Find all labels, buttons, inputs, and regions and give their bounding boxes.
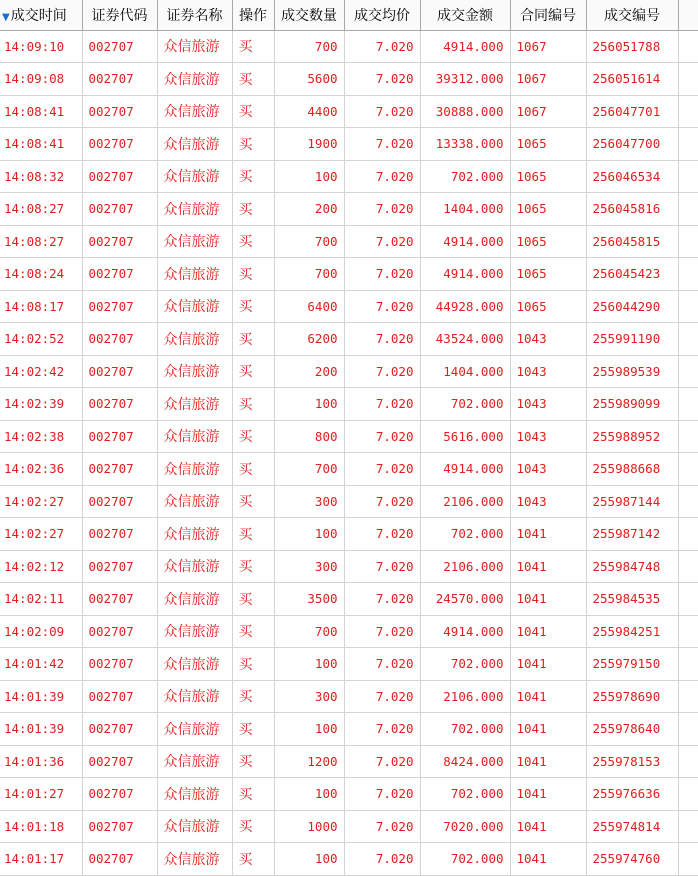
cell-amount: 702.000 [420,843,510,876]
cell-filler [678,745,698,778]
cell-amount: 2106.000 [420,485,510,518]
cell-trade-no: 256051614 [586,63,678,96]
cell-contract-no: 1043 [510,485,586,518]
cell-name: 众信旅游 [157,648,232,681]
cell-time: 14:02:27 [0,485,82,518]
cell-time: 14:02:52 [0,323,82,356]
cell-code: 002707 [82,843,157,876]
cell-code: 002707 [82,615,157,648]
cell-trade-no: 255987144 [586,485,678,518]
table-row[interactable] [0,583,698,616]
cell-time: 14:02:27 [0,518,82,551]
cell-time: 14:09:10 [0,30,82,63]
cell-action: 买 [232,810,274,843]
cell-quantity: 800 [274,420,344,453]
cell-filler [678,843,698,876]
cell-avg-price: 7.020 [344,550,420,583]
table-row[interactable] [0,225,698,258]
cell-time: 14:01:27 [0,778,82,811]
cell-amount: 13338.000 [420,128,510,161]
table-row[interactable] [0,128,698,161]
cell-name: 众信旅游 [157,290,232,323]
cell-trade-no: 255984535 [586,583,678,616]
cell-contract-no: 1041 [510,583,586,616]
cell-trade-no: 255978690 [586,680,678,713]
cell-code: 002707 [82,193,157,226]
cell-time: 14:08:27 [0,193,82,226]
cell-quantity: 300 [274,550,344,583]
cell-contract-no: 1065 [510,160,586,193]
cell-contract-no: 1041 [510,648,586,681]
cell-code: 002707 [82,648,157,681]
cell-quantity: 700 [274,615,344,648]
cell-amount: 4914.000 [420,30,510,63]
cell-trade-no: 255989539 [586,355,678,388]
cell-filler [678,193,698,226]
cell-amount: 702.000 [420,648,510,681]
cell-amount: 2106.000 [420,680,510,713]
cell-action: 买 [232,95,274,128]
cell-quantity: 6400 [274,290,344,323]
cell-name: 众信旅游 [157,778,232,811]
cell-action: 买 [232,550,274,583]
cell-time: 14:01:36 [0,745,82,778]
cell-name: 众信旅游 [157,453,232,486]
cell-action: 买 [232,745,274,778]
cell-contract-no: 1043 [510,323,586,356]
cell-trade-no: 255991190 [586,323,678,356]
cell-quantity: 100 [274,160,344,193]
cell-filler [678,420,698,453]
col-header-code[interactable]: 证券代码 [82,0,157,30]
col-header-name[interactable]: 证券名称 [157,0,232,30]
cell-filler [678,810,698,843]
cell-filler [678,290,698,323]
cell-avg-price: 7.020 [344,258,420,291]
cell-time: 14:08:17 [0,290,82,323]
cell-name: 众信旅游 [157,95,232,128]
col-header-action[interactable]: 操作 [232,0,274,30]
cell-time: 14:08:27 [0,225,82,258]
cell-trade-no: 256047700 [586,128,678,161]
cell-avg-price: 7.020 [344,420,420,453]
cell-trade-no: 256045816 [586,193,678,226]
cell-avg-price: 7.020 [344,485,420,518]
cell-avg-price: 7.020 [344,128,420,161]
cell-trade-no: 255974814 [586,810,678,843]
cell-amount: 39312.000 [420,63,510,96]
cell-code: 002707 [82,355,157,388]
cell-time: 14:08:41 [0,128,82,161]
table-row[interactable] [0,615,698,648]
cell-avg-price: 7.020 [344,290,420,323]
header-row [0,0,698,30]
cell-avg-price: 7.020 [344,30,420,63]
cell-filler [678,518,698,551]
cell-amount: 30888.000 [420,95,510,128]
table-row[interactable] [0,258,698,291]
cell-action: 买 [232,258,274,291]
cell-amount: 7020.000 [420,810,510,843]
cell-action: 买 [232,713,274,746]
cell-filler [678,583,698,616]
cell-trade-no: 255988668 [586,453,678,486]
cell-action: 买 [232,225,274,258]
cell-code: 002707 [82,290,157,323]
table-row[interactable] [0,95,698,128]
cell-quantity: 300 [274,485,344,518]
cell-code: 002707 [82,160,157,193]
table-row[interactable] [0,193,698,226]
cell-time: 14:02:39 [0,388,82,421]
cell-quantity: 100 [274,648,344,681]
cell-filler [678,323,698,356]
col-header-avg-price[interactable]: 成交均价 [344,0,420,30]
col-header-time[interactable]: ▼成交时间 [0,0,82,30]
cell-name: 众信旅游 [157,550,232,583]
cell-action: 买 [232,485,274,518]
cell-amount: 702.000 [420,713,510,746]
cell-name: 众信旅游 [157,388,232,421]
cell-avg-price: 7.020 [344,843,420,876]
cell-amount: 4914.000 [420,453,510,486]
cell-code: 002707 [82,713,157,746]
cell-filler [678,95,698,128]
cell-time: 14:01:18 [0,810,82,843]
cell-code: 002707 [82,778,157,811]
cell-trade-no: 255974760 [586,843,678,876]
cell-filler [678,453,698,486]
cell-action: 买 [232,453,274,486]
cell-action: 买 [232,615,274,648]
cell-code: 002707 [82,810,157,843]
cell-time: 14:01:17 [0,843,82,876]
table-row[interactable] [0,323,698,356]
cell-contract-no: 1065 [510,290,586,323]
cell-time: 14:02:09 [0,615,82,648]
cell-name: 众信旅游 [157,128,232,161]
cell-time: 14:01:42 [0,648,82,681]
cell-time: 14:02:36 [0,453,82,486]
cell-avg-price: 7.020 [344,193,420,226]
cell-time: 14:08:41 [0,95,82,128]
cell-name: 众信旅游 [157,420,232,453]
cell-avg-price: 7.020 [344,778,420,811]
cell-filler [678,648,698,681]
cell-contract-no: 1041 [510,680,586,713]
cell-trade-no: 255976636 [586,778,678,811]
cell-quantity: 700 [274,30,344,63]
cell-avg-price: 7.020 [344,583,420,616]
cell-code: 002707 [82,453,157,486]
cell-name: 众信旅游 [157,30,232,63]
cell-avg-price: 7.020 [344,63,420,96]
cell-trade-no: 255979150 [586,648,678,681]
cell-contract-no: 1041 [510,713,586,746]
cell-contract-no: 1041 [510,550,586,583]
cell-trade-no: 255987142 [586,518,678,551]
table-row[interactable] [0,680,698,713]
table-row[interactable] [0,745,698,778]
cell-name: 众信旅游 [157,810,232,843]
cell-amount: 702.000 [420,388,510,421]
cell-name: 众信旅游 [157,485,232,518]
cell-avg-price: 7.020 [344,680,420,713]
cell-code: 002707 [82,388,157,421]
cell-quantity: 100 [274,388,344,421]
cell-quantity: 200 [274,193,344,226]
cell-action: 买 [232,30,274,63]
cell-action: 买 [232,128,274,161]
table-row[interactable] [0,63,698,96]
cell-name: 众信旅游 [157,745,232,778]
cell-filler [678,160,698,193]
cell-trade-no: 255978153 [586,745,678,778]
cell-contract-no: 1067 [510,95,586,128]
cell-trade-no: 256045815 [586,225,678,258]
cell-name: 众信旅游 [157,583,232,616]
cell-trade-no: 256047701 [586,95,678,128]
cell-code: 002707 [82,680,157,713]
cell-avg-price: 7.020 [344,225,420,258]
cell-action: 买 [232,388,274,421]
cell-code: 002707 [82,518,157,551]
cell-contract-no: 1043 [510,453,586,486]
cell-quantity: 700 [274,453,344,486]
table-row[interactable] [0,648,698,681]
cell-time: 14:02:38 [0,420,82,453]
table-row[interactable] [0,485,698,518]
cell-contract-no: 1065 [510,193,586,226]
table-row[interactable] [0,160,698,193]
col-header-contract-no[interactable]: 合同编号 [510,0,586,30]
cell-trade-no: 255984251 [586,615,678,648]
cell-contract-no: 1041 [510,615,586,648]
cell-amount: 702.000 [420,160,510,193]
cell-quantity: 700 [274,258,344,291]
cell-name: 众信旅游 [157,680,232,713]
cell-action: 买 [232,518,274,551]
col-header-amount[interactable]: 成交金额 [420,0,510,30]
cell-code: 002707 [82,550,157,583]
cell-filler [678,550,698,583]
cell-avg-price: 7.020 [344,518,420,551]
table-row[interactable] [0,550,698,583]
cell-filler [678,713,698,746]
cell-avg-price: 7.020 [344,95,420,128]
cell-contract-no: 1041 [510,810,586,843]
table-row[interactable] [0,778,698,811]
cell-trade-no: 255984748 [586,550,678,583]
cell-code: 002707 [82,225,157,258]
cell-quantity: 4400 [274,95,344,128]
cell-contract-no: 1043 [510,420,586,453]
cell-contract-no: 1043 [510,355,586,388]
cell-filler [678,63,698,96]
table-row[interactable] [0,355,698,388]
table-body [0,30,698,875]
cell-quantity: 100 [274,518,344,551]
cell-filler [678,778,698,811]
cell-avg-price: 7.020 [344,355,420,388]
cell-time: 14:01:39 [0,680,82,713]
cell-contract-no: 1065 [510,128,586,161]
table-row[interactable] [0,30,698,63]
cell-quantity: 6200 [274,323,344,356]
cell-name: 众信旅游 [157,355,232,388]
cell-quantity: 5600 [274,63,344,96]
cell-avg-price: 7.020 [344,810,420,843]
cell-action: 买 [232,160,274,193]
cell-contract-no: 1065 [510,258,586,291]
cell-name: 众信旅游 [157,615,232,648]
col-header-quantity[interactable]: 成交数量 [274,0,344,30]
cell-name: 众信旅游 [157,225,232,258]
cell-amount: 43524.000 [420,323,510,356]
cell-quantity: 100 [274,843,344,876]
cell-trade-no: 255978640 [586,713,678,746]
cell-filler [678,485,698,518]
cell-filler [678,355,698,388]
cell-quantity: 200 [274,355,344,388]
col-header-trade-no[interactable]: 成交编号 [586,0,678,30]
cell-time: 14:02:42 [0,355,82,388]
cell-code: 002707 [82,745,157,778]
cell-time: 14:08:32 [0,160,82,193]
cell-name: 众信旅游 [157,193,232,226]
cell-action: 买 [232,323,274,356]
cell-action: 买 [232,648,274,681]
cell-amount: 1404.000 [420,355,510,388]
cell-code: 002707 [82,30,157,63]
sort-desc-icon: ▼ [2,11,10,23]
cell-code: 002707 [82,95,157,128]
cell-avg-price: 7.020 [344,745,420,778]
cell-filler [678,615,698,648]
cell-action: 买 [232,193,274,226]
cell-name: 众信旅游 [157,843,232,876]
cell-quantity: 100 [274,713,344,746]
cell-amount: 702.000 [420,518,510,551]
cell-contract-no: 1067 [510,63,586,96]
cell-contract-no: 1041 [510,778,586,811]
table-row[interactable] [0,713,698,746]
cell-code: 002707 [82,128,157,161]
cell-amount: 1404.000 [420,193,510,226]
table-row[interactable] [0,453,698,486]
cell-quantity: 300 [274,680,344,713]
table-row[interactable] [0,810,698,843]
table-row[interactable] [0,420,698,453]
cell-amount: 24570.000 [420,583,510,616]
cell-avg-price: 7.020 [344,160,420,193]
cell-avg-price: 7.020 [344,648,420,681]
cell-trade-no: 256045423 [586,258,678,291]
cell-amount: 4914.000 [420,258,510,291]
cell-action: 买 [232,63,274,96]
cell-code: 002707 [82,258,157,291]
cell-action: 买 [232,355,274,388]
cell-action: 买 [232,778,274,811]
cell-filler [678,680,698,713]
table-row[interactable] [0,843,698,876]
cell-filler [678,128,698,161]
cell-contract-no: 1065 [510,225,586,258]
cell-quantity: 1000 [274,810,344,843]
table-row[interactable] [0,388,698,421]
cell-contract-no: 1043 [510,388,586,421]
cell-quantity: 700 [274,225,344,258]
cell-trade-no: 256051788 [586,30,678,63]
cell-quantity: 3500 [274,583,344,616]
cell-avg-price: 7.020 [344,713,420,746]
cell-name: 众信旅游 [157,518,232,551]
cell-contract-no: 1041 [510,745,586,778]
cell-name: 众信旅游 [157,63,232,96]
cell-amount: 4914.000 [420,615,510,648]
cell-quantity: 1900 [274,128,344,161]
cell-filler [678,225,698,258]
cell-action: 买 [232,583,274,616]
cell-amount: 44928.000 [420,290,510,323]
cell-action: 买 [232,843,274,876]
cell-time: 14:02:12 [0,550,82,583]
cell-trade-no: 255988952 [586,420,678,453]
table-row[interactable] [0,518,698,551]
cell-code: 002707 [82,583,157,616]
cell-contract-no: 1041 [510,843,586,876]
cell-action: 买 [232,420,274,453]
cell-action: 买 [232,680,274,713]
cell-amount: 8424.000 [420,745,510,778]
cell-quantity: 1200 [274,745,344,778]
cell-avg-price: 7.020 [344,323,420,356]
cell-avg-price: 7.020 [344,388,420,421]
cell-trade-no: 256046534 [586,160,678,193]
cell-amount: 4914.000 [420,225,510,258]
cell-avg-price: 7.020 [344,453,420,486]
cell-filler [678,258,698,291]
cell-filler [678,30,698,63]
cell-action: 买 [232,290,274,323]
cell-contract-no: 1067 [510,30,586,63]
cell-code: 002707 [82,323,157,356]
cell-time: 14:01:39 [0,713,82,746]
cell-time: 14:02:11 [0,583,82,616]
cell-quantity: 100 [274,778,344,811]
cell-code: 002707 [82,63,157,96]
cell-name: 众信旅游 [157,323,232,356]
cell-amount: 2106.000 [420,550,510,583]
cell-trade-no: 256044290 [586,290,678,323]
cell-name: 众信旅游 [157,258,232,291]
cell-code: 002707 [82,420,157,453]
cell-name: 众信旅游 [157,160,232,193]
cell-amount: 702.000 [420,778,510,811]
col-header-filler [678,0,698,30]
cell-amount: 5616.000 [420,420,510,453]
cell-filler [678,388,698,421]
table-row[interactable] [0,290,698,323]
cell-contract-no: 1041 [510,518,586,551]
cell-avg-price: 7.020 [344,615,420,648]
cell-time: 14:09:08 [0,63,82,96]
cell-time: 14:08:24 [0,258,82,291]
cell-code: 002707 [82,485,157,518]
cell-name: 众信旅游 [157,713,232,746]
cell-trade-no: 255989099 [586,388,678,421]
